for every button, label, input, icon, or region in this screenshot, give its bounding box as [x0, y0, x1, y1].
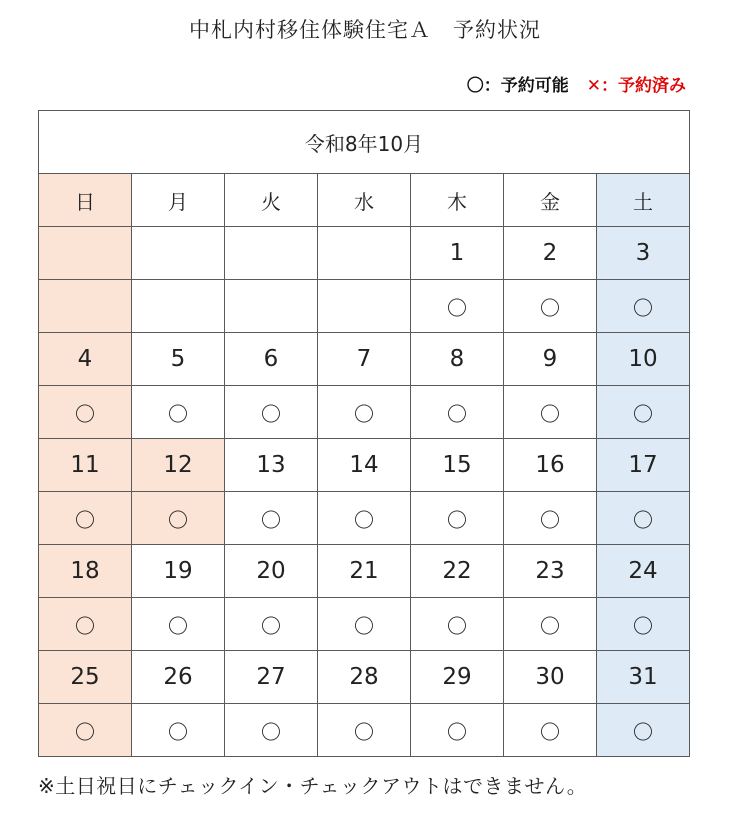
availability-cell: 〇: [132, 598, 225, 651]
date-row: [39, 545, 690, 598]
availability-cell: 〇: [411, 598, 504, 651]
date-cell: 13: [225, 439, 318, 492]
date-cell: 21: [318, 545, 411, 598]
availability-cell: [39, 280, 132, 333]
weekday-header-row: [39, 174, 690, 227]
date-cell: 9: [504, 333, 597, 386]
date-cell: 18: [39, 545, 132, 598]
availability-cell: 〇: [39, 598, 132, 651]
availability-cell: 〇: [132, 386, 225, 439]
status-row: [39, 492, 690, 545]
availability-cell: 〇: [504, 280, 597, 333]
availability-cell: 〇: [504, 704, 597, 757]
availability-cell: 〇: [411, 492, 504, 545]
availability-cell: 〇: [39, 492, 132, 545]
availability-cell: 〇: [504, 598, 597, 651]
availability-cell: 〇: [597, 598, 690, 651]
date-cell: 4: [39, 333, 132, 386]
availability-cell: 〇: [225, 598, 318, 651]
availability-cell: 〇: [411, 386, 504, 439]
availability-cell: 〇: [132, 492, 225, 545]
date-cell: [225, 227, 318, 280]
date-cell: 30: [504, 651, 597, 704]
date-cell: 15: [411, 439, 504, 492]
date-cell: 22: [411, 545, 504, 598]
date-row: [39, 333, 690, 386]
weekday-wed: 水: [318, 174, 411, 227]
date-cell: 27: [225, 651, 318, 704]
date-cell: 11: [39, 439, 132, 492]
date-cell: 17: [597, 439, 690, 492]
availability-cell: 〇: [318, 704, 411, 757]
availability-cell: [318, 280, 411, 333]
date-cell: 14: [318, 439, 411, 492]
availability-cell: 〇: [225, 704, 318, 757]
availability-cell: 〇: [411, 280, 504, 333]
date-row: [39, 651, 690, 704]
date-cell: 19: [132, 545, 225, 598]
footnote: ※土日祝日にチェックイン・チェックアウトはできません。: [38, 774, 588, 798]
date-cell: 2: [504, 227, 597, 280]
availability-cell: 〇: [318, 386, 411, 439]
availability-cell: 〇: [597, 492, 690, 545]
date-cell: 23: [504, 545, 597, 598]
month-header-row: [39, 111, 690, 174]
date-cell: 16: [504, 439, 597, 492]
date-cell: 5: [132, 333, 225, 386]
weekday-thu: 木: [411, 174, 504, 227]
availability-cell: 〇: [597, 704, 690, 757]
date-cell: 20: [225, 545, 318, 598]
reservation-calendar: [38, 110, 690, 757]
date-cell: 6: [225, 333, 318, 386]
availability-cell: 〇: [39, 704, 132, 757]
availability-cell: 〇: [597, 386, 690, 439]
date-cell: 12: [132, 439, 225, 492]
status-row: [39, 386, 690, 439]
date-row: [39, 439, 690, 492]
availability-cell: 〇: [225, 492, 318, 545]
date-cell: 28: [318, 651, 411, 704]
date-cell: 10: [597, 333, 690, 386]
date-cell: 25: [39, 651, 132, 704]
availability-cell: 〇: [318, 492, 411, 545]
availability-cell: [132, 280, 225, 333]
legend-available: 〇：予約可能: [466, 76, 569, 96]
page-title: 中札内村移住体験住宅Ａ 予約状況: [189, 18, 541, 42]
date-cell: 3: [597, 227, 690, 280]
status-row: [39, 280, 690, 333]
availability-cell: 〇: [39, 386, 132, 439]
weekday-mon: 月: [132, 174, 225, 227]
availability-cell: 〇: [132, 704, 225, 757]
date-cell: 1: [411, 227, 504, 280]
legend: [467, 71, 686, 96]
legend-booked: ✕：予約済み: [586, 76, 686, 96]
date-cell: [39, 227, 132, 280]
availability-cell: 〇: [225, 386, 318, 439]
weekday-tue: 火: [225, 174, 318, 227]
status-row: [39, 598, 690, 651]
availability-cell: 〇: [411, 704, 504, 757]
availability-cell: 〇: [597, 280, 690, 333]
status-row: [39, 704, 690, 757]
date-cell: 29: [411, 651, 504, 704]
date-row: [39, 227, 690, 280]
weekday-sun: 日: [39, 174, 132, 227]
date-cell: [318, 227, 411, 280]
date-cell: 26: [132, 651, 225, 704]
availability-cell: 〇: [318, 598, 411, 651]
weekday-fri: 金: [504, 174, 597, 227]
date-cell: [132, 227, 225, 280]
date-cell: 31: [597, 651, 690, 704]
availability-cell: 〇: [504, 386, 597, 439]
availability-cell: 〇: [504, 492, 597, 545]
date-cell: 7: [318, 333, 411, 386]
month-label: 令和8年10月: [39, 111, 690, 174]
availability-cell: [225, 280, 318, 333]
date-cell: 8: [411, 333, 504, 386]
weekday-sat: 土: [597, 174, 690, 227]
date-cell: 24: [597, 545, 690, 598]
